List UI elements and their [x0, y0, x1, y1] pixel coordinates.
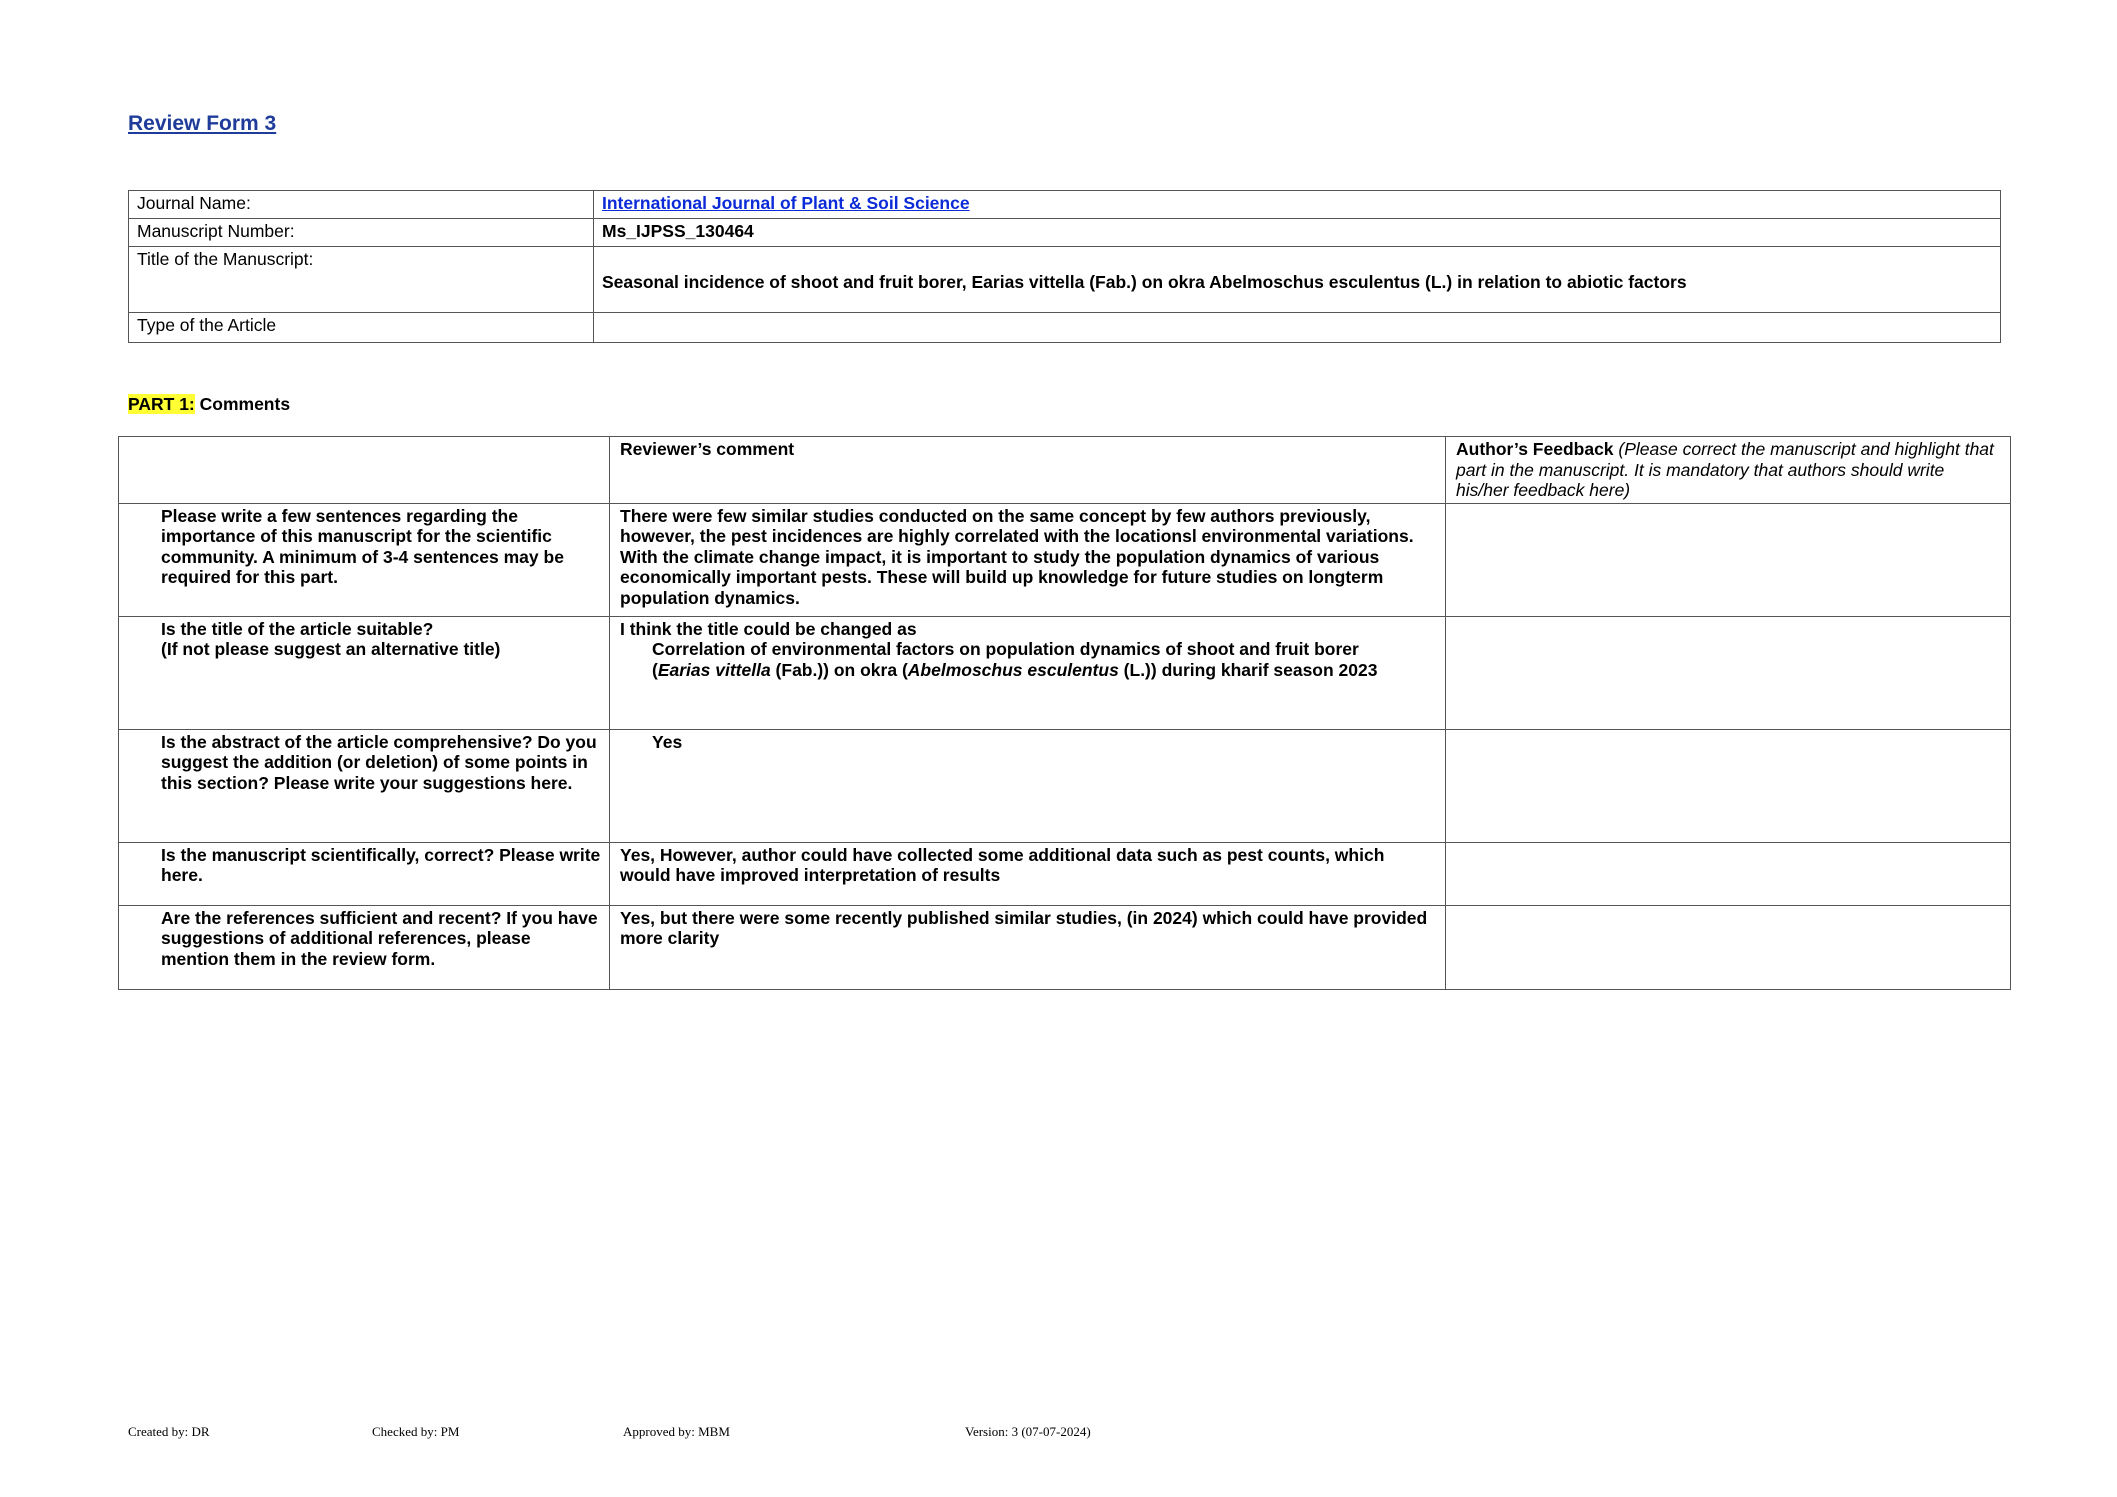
comment-row: [119, 842, 2011, 905]
manuscript-title-value: Seasonal incidence of shoot and fruit borer, Earias vittella (Fab.) on okra Abelmoschus esculentus (L.) in relation to abiotic factors: [594, 247, 2001, 313]
author-feedback-cell[interactable]: [1446, 503, 2011, 616]
question-cell: Are the references sufficient and recent? If you have suggestions of additional references, please mention them in the review form.: [119, 905, 610, 989]
comments-header-row: [119, 437, 2011, 504]
article-type-label: Type of the Article: [129, 313, 594, 343]
article-type-row: [129, 313, 2001, 343]
question-cell: Is the abstract of the article comprehensive? Do you suggest the addition (or deletion) of some points in this section? Please write your suggestions here.: [119, 729, 610, 842]
comment-text: (: [652, 659, 658, 680]
part1-heading: [128, 394, 290, 415]
article-type-value: [594, 313, 2001, 343]
reviewer-comment-cell: Yes, However, author could have collected some additional data such as pest counts, which would have improved interpretation of results: [610, 842, 1446, 905]
comment-row: [119, 616, 2011, 729]
comment-row: [119, 729, 2011, 842]
question-line: Is the title of the article suitable?: [161, 618, 434, 639]
footer-version: Version: 3 (07-07-2024): [965, 1424, 1091, 1439]
reviewer-comment-cell: [610, 729, 1446, 842]
comment-text: (L.)) during kharif season 2023: [1118, 659, 1378, 680]
author-feedback-header-bold: Author’s Feedback: [1456, 439, 1614, 459]
journal-link[interactable]: International Journal of Plant & Soil Science: [602, 193, 970, 213]
manuscript-number-value: Ms_IJPSS_130464: [594, 219, 2001, 247]
manuscript-number-label: Manuscript Number:: [129, 219, 594, 247]
comment-species-name: Abelmoschus esculentus: [907, 659, 1119, 680]
comment-line: Correlation of environmental factors on population dynamics of shoot and fruit borer: [652, 639, 1359, 659]
reviewer-comment-cell: There were few similar studies conducted on the same concept by few authors previously, however, the pest incidences are highly correlated with the locationsl environmental variations. With the climate change impact, it is important to study the population dynamics of various economically important pests. These will build up knowledge for future studies on longterm population dynamics.: [610, 503, 1446, 616]
manuscript-title-row: [129, 247, 2001, 313]
manuscript-number-row: [129, 219, 2001, 247]
question-cell: Is the manuscript scientifically, correct? Please write here.: [119, 842, 610, 905]
comments-table: [118, 436, 2011, 990]
comment-line: I think the title could be changed as: [620, 618, 917, 639]
author-feedback-cell[interactable]: [1446, 842, 2011, 905]
comment-row: [119, 503, 2011, 616]
manuscript-title-label: Title of the Manuscript:: [129, 247, 594, 313]
question-header-cell: [119, 437, 610, 504]
comment-row: [119, 905, 2011, 989]
comment-line: Yes: [652, 731, 683, 752]
reviewer-comment-cell: Yes, but there were some recently published similar studies, (in 2024) which could have provided more clarity: [610, 905, 1446, 989]
comment-text: (Fab.)) on okra (: [770, 659, 908, 680]
manuscript-info-table: [128, 190, 2001, 343]
journal-value: [594, 191, 2001, 219]
comment-line: [620, 660, 1435, 681]
comment-species-name: Earias vittella: [657, 659, 771, 680]
journal-label: Journal Name:: [129, 191, 594, 219]
journal-row: [129, 191, 2001, 219]
reviewer-comment-cell: [610, 616, 1446, 729]
page-title[interactable]: Review Form 3: [128, 112, 277, 135]
footer-approved-by: Approved by: MBM: [623, 1424, 730, 1439]
question-cell: Please write a few sentences regarding the importance of this manuscript for the scientific community. A minimum of 3-4 sentences may be required for this part.: [119, 503, 610, 616]
footer-created-by: Created by: DR: [128, 1424, 210, 1439]
author-feedback-cell[interactable]: [1446, 729, 2011, 842]
author-feedback-cell[interactable]: [1446, 616, 2011, 729]
author-feedback-cell[interactable]: [1446, 905, 2011, 989]
author-feedback-header-note: (Please correct the manuscript and highlight that part in the manuscript. It is mandatory that authors should write his/her feedback here): [1456, 439, 1994, 500]
reviewer-comment-header: Reviewer’s comment: [610, 437, 1446, 504]
author-feedback-header: [1446, 437, 2011, 504]
question-line: (If not please suggest an alternative title): [161, 639, 501, 659]
footer-checked-by: Checked by: PM: [372, 1424, 460, 1439]
part1-heading-highlight: PART 1:: [128, 394, 195, 414]
question-cell: [119, 616, 610, 729]
part1-heading-suffix: Comments: [194, 394, 291, 414]
